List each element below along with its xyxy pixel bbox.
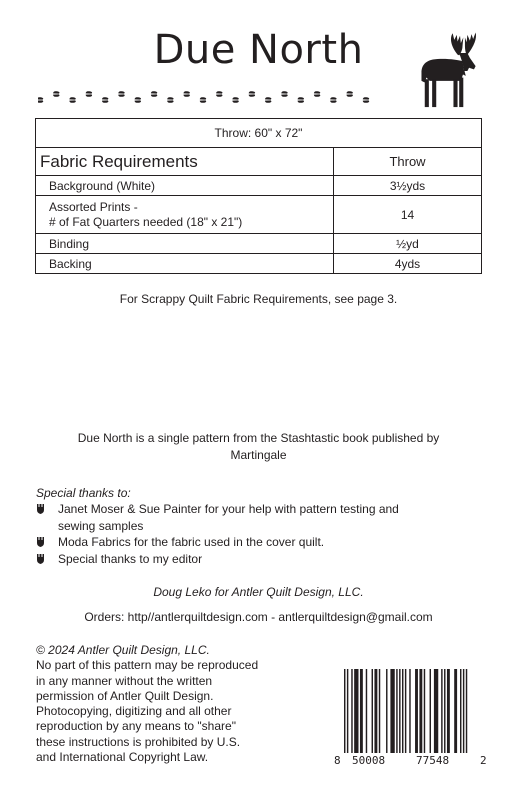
barcode-bar [415, 669, 418, 753]
hoof-prints-decoration [38, 88, 383, 108]
copyright-text-line: No part of this pattern may be reproduced [36, 658, 259, 673]
row-amount: 14 [400, 207, 415, 222]
barcode-bar [466, 669, 467, 753]
barcode-digit-group: 8 [334, 754, 341, 767]
thanks-list [36, 501, 476, 567]
barcode-bar [405, 669, 406, 753]
copyright-line: © 2024 Antler Quilt Design, LLC. [36, 643, 210, 657]
barcode-bar [419, 669, 422, 753]
barcode-bar [434, 669, 438, 753]
copyright-text-line: these instructions is prohibited by U.S. [36, 734, 241, 749]
hoof-print-icon [330, 97, 336, 103]
list-item [36, 551, 476, 568]
barcode-bar [424, 669, 425, 753]
barcode-bar [396, 669, 397, 753]
row-item: Backing [36, 254, 334, 273]
table-row [36, 253, 481, 273]
column-label: Throw [389, 154, 426, 169]
hoof-print-icon [200, 97, 206, 103]
hoof-print-icon [216, 91, 222, 97]
barcode-bar [344, 669, 345, 753]
copyright-text-line: and International Copyright Law. [36, 750, 209, 765]
barcode [334, 669, 488, 753]
hoof-print-icon [167, 97, 173, 103]
row-item [36, 196, 334, 233]
row-item-line: # of Fat Quarters needed (18" x 21") [49, 214, 243, 229]
hoof-print-icon [363, 97, 369, 103]
antler-bullet-icon [36, 501, 58, 534]
designer-signature: Doug Leko for Antler Quilt Design, LLC. [153, 585, 364, 599]
hoof-print-icon [232, 97, 238, 103]
list-item-text: Special thanks to my editor [58, 551, 203, 566]
barcode-bar [351, 669, 352, 753]
row-amount: 4yds [394, 256, 421, 271]
barcode-bar [379, 669, 380, 753]
hoof-print-icon [249, 91, 255, 97]
barcode-bar [463, 669, 464, 753]
hoof-print-icon [184, 91, 190, 97]
barcode-digit-group: 2 [480, 754, 487, 767]
list-item-text: Janet Moser & Sue Painter for your help with pattern testing and [58, 502, 399, 516]
hoof-print-icon [86, 91, 92, 97]
row-item-line: Assorted Prints - [49, 199, 138, 214]
barcode-digit-group: 77548 [416, 754, 450, 767]
barcode-bar [409, 669, 410, 753]
barcode-bar [460, 669, 461, 753]
hoof-print-icon [265, 97, 271, 103]
copyright-text-line: in any manner without the written [36, 673, 213, 688]
table-heading: Fabric Requirements [36, 148, 334, 175]
barcode-digits [334, 754, 488, 768]
fabric-requirements-table [35, 118, 482, 274]
moose-icon [410, 30, 492, 112]
barcode-digit-group: 50008 [352, 754, 386, 767]
barcode-bar [402, 669, 403, 753]
list-item [36, 534, 476, 551]
list-item-text: sewing samples [58, 518, 144, 533]
hoof-print-icon [151, 91, 157, 97]
book-note [40, 430, 477, 464]
row-amount: 3½yds [389, 178, 426, 193]
list-item [36, 501, 476, 534]
book-note-line: Martingale [230, 448, 287, 462]
hoof-print-icon [135, 97, 141, 103]
thanks-heading: Special thanks to: [36, 486, 131, 500]
barcode-bar [441, 669, 442, 753]
barcode-bar [444, 669, 445, 753]
copyright-block [36, 643, 298, 765]
barcode-bar [430, 669, 431, 753]
barcode-bar [399, 669, 400, 753]
barcode-bar [390, 669, 394, 753]
table-row [36, 195, 481, 233]
hoof-print-icon [118, 91, 124, 97]
copyright-text-line: permission of Antler Quilt Design. [36, 688, 214, 703]
orders-line: Orders: http//antlerquiltdesign.com - antlerquiltdesign@gmail.com [84, 610, 433, 624]
hoof-print-icon [53, 91, 59, 97]
table-caption: Throw: 60" x 72" [214, 126, 303, 140]
hoof-print-icon [347, 91, 353, 97]
row-item: Background (White) [36, 176, 334, 195]
table-row [36, 175, 481, 195]
hoof-print-icon [314, 91, 320, 97]
pattern-title: Due North [153, 27, 364, 73]
book-note-line: Due North is a single pattern from the Stashtastic book published by [77, 431, 440, 445]
barcode-bar [386, 669, 387, 753]
hoof-print-icon [298, 97, 304, 103]
barcode-bar [354, 669, 358, 753]
antler-bullet-icon [36, 534, 58, 551]
barcode-bar [347, 669, 348, 753]
table-row [36, 233, 481, 253]
barcode-bar [366, 669, 367, 753]
barcode-bar [447, 669, 450, 753]
copyright-text-line: Photocopying, digitizing and all other [36, 704, 232, 719]
antler-bullet-icon [36, 551, 58, 568]
barcode-bar [360, 669, 363, 753]
hoof-print-icon [69, 97, 75, 103]
scrappy-note: For Scrappy Quilt Fabric Requirements, see page 3. [119, 292, 398, 306]
row-item: Binding [36, 234, 334, 253]
barcode-bar [454, 669, 457, 753]
barcode-bar [374, 669, 377, 753]
list-item-text: Moda Fabrics for the fabric used in the cover quilt. [58, 535, 325, 549]
hoof-print-icon [281, 91, 287, 97]
hoof-print-icon [38, 97, 43, 103]
hoof-print-icon [102, 97, 108, 103]
row-amount: ½yd [396, 236, 419, 251]
copyright-text-line: reproduction by any means to "share" [36, 719, 236, 734]
table-header-row [36, 147, 481, 175]
barcode-bar [372, 669, 373, 753]
